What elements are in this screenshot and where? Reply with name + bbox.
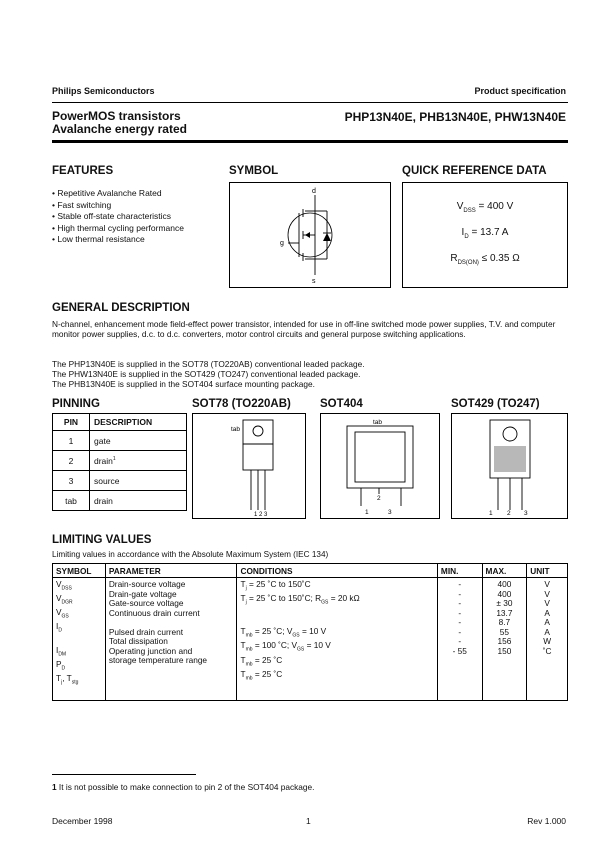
pin-description: gate	[90, 431, 187, 451]
mosfet-symbol-icon	[230, 183, 390, 287]
sot404-heading: SOT404	[320, 398, 363, 410]
table-row	[53, 451, 187, 471]
package-note: The PHP13N40E is supplied in the SOT78 (TO220AB) conventional leaded package.	[52, 359, 365, 369]
company-name: Philips Semiconductors	[52, 86, 155, 96]
pin-description: source	[90, 471, 187, 491]
limiting-values-subtitle: Limiting values in accordance with the Absolute Maximum System (IEC 134)	[52, 550, 329, 559]
revision: Rev 1.000	[527, 816, 566, 826]
conditions-column: $T_j = 25$ ˚C to 150˚C $T_j = 25$ ˚C to 150˚C; $R_{GS} = 20$ kΩ $T_{mb} = 25$ ˚C; $V_{GS} = 10$ V $T_{mb} = 100$ ˚C; $V_{GS} = 10$ V $T_{mb} = 25$ ˚C $T_{mb} = 25$ ˚C	[237, 578, 437, 701]
general-description-text: N-channel, enhancement mode field-effect power transistor, intended for use in off-line switched mode power supplies, T.V. and computer monitor power supplies, d.c. to d.c. converters, motor control circuits and general purpose switching applications.	[52, 319, 556, 339]
sot429-package-box	[451, 413, 568, 519]
package-note: The PHB13N40E is supplied in the SOT404 surface mounting package.	[52, 379, 315, 389]
sot78-package-icon	[193, 414, 305, 518]
features-heading: FEATURES	[52, 165, 114, 177]
parameter-column: Drain-source voltage Drain-gate voltage Gate-source voltage Continuous drain current Pulsed drain current Total dissipation Operating junction and storage temperature range	[105, 578, 237, 701]
description-header: DESCRIPTION	[90, 414, 187, 431]
sot404-package-icon	[321, 414, 439, 518]
title-line-1: PowerMOS transistors	[52, 109, 181, 123]
pin-description: drain$^1$	[90, 451, 187, 471]
min-column: - - - - - - - - 55	[437, 578, 482, 701]
tab-label: tab	[231, 426, 241, 433]
sot78-package-box	[192, 413, 306, 519]
package-notes	[52, 359, 365, 389]
pin-1-label: 1	[365, 509, 369, 516]
pin-number: tab	[53, 491, 90, 511]
feature-item: • Repetitive Avalanche Rated	[52, 188, 184, 200]
unit-column: V V V A A A W ˚C	[527, 578, 568, 701]
min-header: MIN.	[437, 564, 482, 578]
footnote-rule	[52, 774, 196, 775]
document-type: Product specification	[474, 86, 566, 96]
feature-item: • Fast switching	[52, 200, 184, 212]
mosfet-symbol-box	[229, 182, 391, 288]
rds-value: $R_{DS(ON)} \le 0.35$ Ω	[450, 253, 520, 266]
source-label: s	[312, 278, 316, 285]
header-rule	[52, 102, 568, 103]
footer-date: December 1998	[52, 816, 113, 826]
limiting-values-heading: LIMITING VALUES	[52, 534, 152, 546]
table-row	[53, 431, 187, 451]
pin-description: drain	[90, 491, 187, 511]
pinning-table	[52, 413, 187, 511]
pin-1-label: 1	[254, 512, 258, 518]
pinning-heading: PINNING	[52, 398, 100, 410]
pin-1-label: 1	[489, 510, 493, 517]
symbol-heading: SYMBOL	[229, 165, 279, 177]
gate-label: g	[280, 240, 284, 247]
pin-2-label: 2	[259, 512, 263, 518]
page-number: 1	[306, 816, 311, 826]
limiting-values-table	[52, 563, 568, 701]
pin-header: PIN	[53, 414, 90, 431]
pin-3-label: 3	[264, 512, 268, 518]
quick-ref-heading: QUICK REFERENCE DATA	[402, 165, 547, 177]
general-description-heading: GENERAL DESCRIPTION	[52, 302, 190, 314]
footnote: 1 It is not possible to make connection to pin 2 of the SOT404 package.	[52, 782, 315, 792]
table-row	[53, 491, 187, 511]
features-list	[52, 188, 184, 246]
pin-3-label: 3	[524, 510, 528, 517]
pin-2-label: 2	[377, 495, 381, 502]
pin-2-label: 2	[507, 510, 511, 517]
id-value: $I_D = 13.7$ A	[461, 227, 509, 240]
quick-reference-box	[402, 182, 568, 288]
sot78-heading: SOT78 (TO220AB)	[192, 398, 291, 410]
feature-item: • Low thermal resistance	[52, 234, 184, 246]
conditions-header: CONDITIONS	[237, 564, 437, 578]
sot429-heading: SOT429 (TO247)	[451, 398, 540, 410]
feature-item: • Stable off-state characteristics	[52, 211, 184, 223]
table-row	[53, 471, 187, 491]
table-row	[53, 578, 568, 701]
max-header: MAX.	[482, 564, 527, 578]
vdss-value: $V_{DSS} = 400$ V	[456, 201, 514, 214]
sot404-package-box	[320, 413, 440, 519]
parameter-header: PARAMETER	[105, 564, 237, 578]
feature-item: • High thermal cycling performance	[52, 223, 184, 235]
drain-label: d	[312, 188, 316, 195]
symbol-column: $V_{DSS}$ $V_{DGR}$ $V_{GS}$ $I_D$ $I_{DM}$ $P_D$ $T_j$, $T_{stg}$	[53, 578, 106, 701]
max-column: 400 400 ± 30 13.7 8.7 55 156 150	[482, 578, 527, 701]
product-title	[52, 110, 187, 136]
title-rule	[52, 140, 568, 143]
title-line-2: Avalanche energy rated	[52, 122, 187, 136]
pin-3-label: 3	[388, 509, 392, 516]
tab-label: tab	[373, 419, 383, 426]
sot429-package-icon	[452, 414, 567, 518]
package-note: The PHW13N40E is supplied in the SOT429 (TO247) conventional leaded package.	[52, 369, 361, 379]
symbol-header: SYMBOL	[53, 564, 106, 578]
pin-number: 2	[53, 451, 90, 471]
pin-number: 1	[53, 431, 90, 451]
unit-header: UNIT	[527, 564, 568, 578]
pin-number: 3	[53, 471, 90, 491]
part-numbers: PHP13N40E, PHB13N40E, PHW13N40E	[344, 110, 566, 124]
